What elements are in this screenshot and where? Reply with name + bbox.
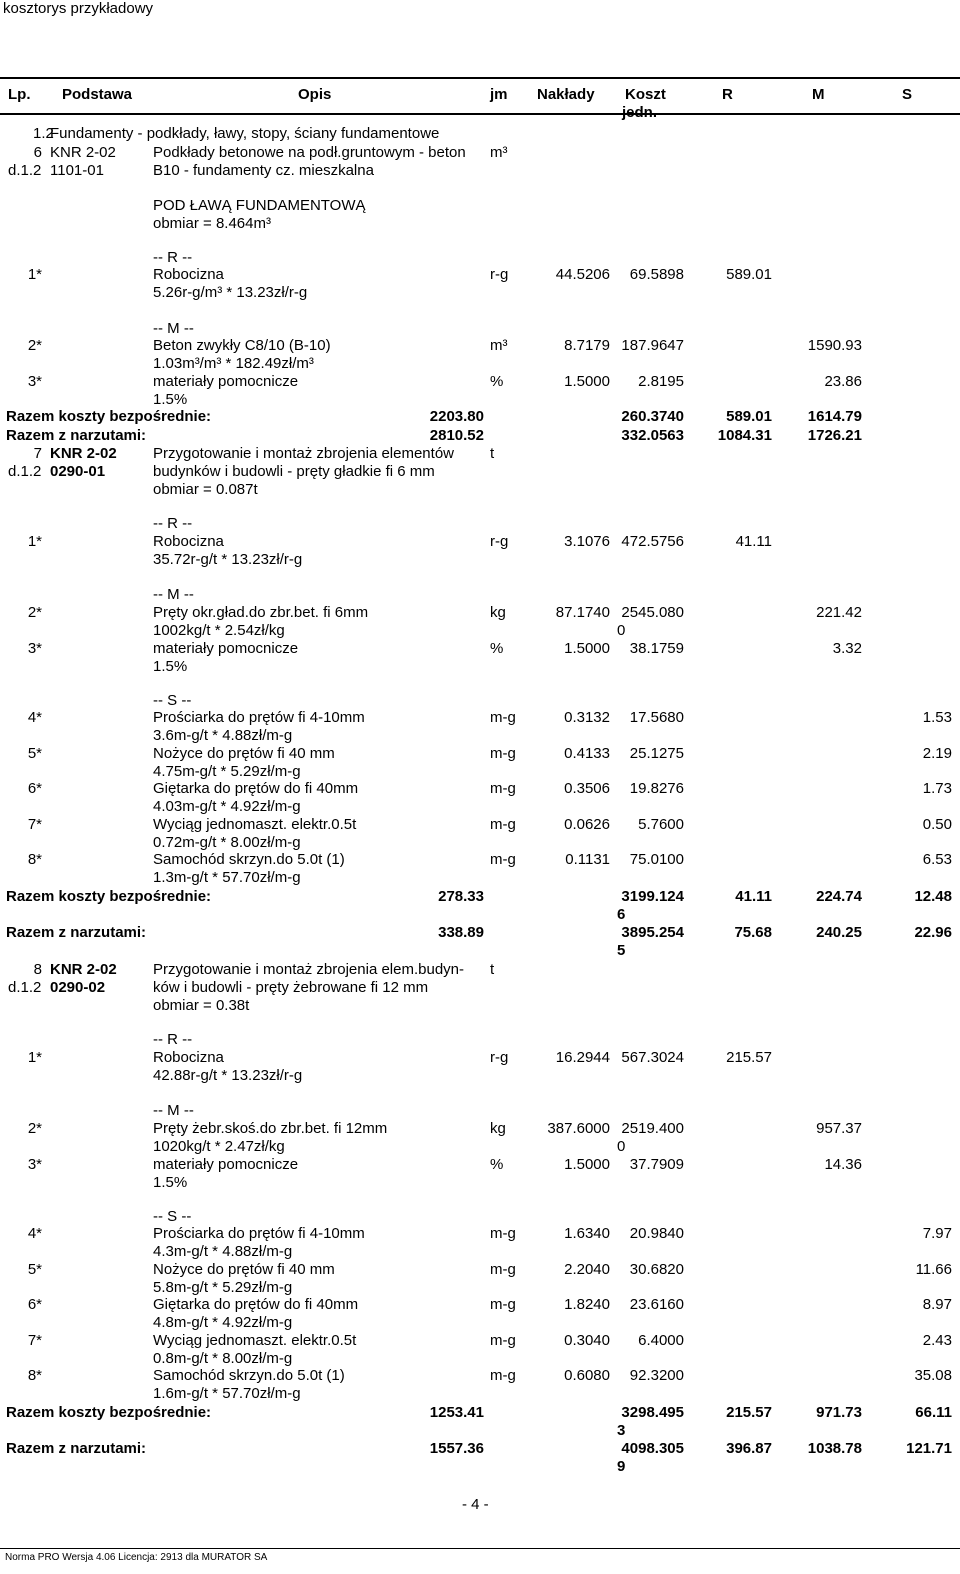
pos7-sum1-r: 41.11: [735, 888, 772, 905]
pos7-sum2-koszt-wrap: 5: [617, 942, 626, 959]
pos8-s-s: 11.66: [915, 1260, 952, 1278]
section-title: Fundamenty - podkłady, ławy, stopy, ściany fundamentowe: [50, 125, 440, 142]
pos7-s-s: 1.53: [922, 709, 952, 726]
pos6-m2-calc: 1.03m³/m³ * 182.49zł/m³: [153, 355, 314, 372]
pos8-podstawa-2: 0290-02: [50, 979, 106, 996]
pos7-podstawa-2: 0290-01: [50, 463, 106, 480]
col-header-koszt-jedn: jedn.: [622, 104, 658, 121]
pos6-r1-jm: r-g: [490, 266, 509, 283]
pos8-s-lp: 5*: [27, 1260, 42, 1278]
pos7-sum2-label: Razem z narzutami:: [6, 924, 147, 941]
pos7-sum1-s: 12.48: [914, 888, 952, 905]
pos8-r1-naklady: 16.2944: [555, 1049, 610, 1066]
pos7-sum2-m: 240.25: [816, 924, 862, 941]
pos7-sum1-total: 278.33: [438, 888, 484, 905]
pos7-r-head: -- R --: [153, 515, 193, 532]
pos8-s-s: 2.43: [922, 1331, 952, 1349]
col-header-opis: Opis: [298, 86, 332, 103]
pos7-s-naklady: 0.0626: [564, 815, 610, 833]
pos6-sum1-koszt: 260.3740: [621, 408, 684, 425]
pos7-r1-jm: r-g: [490, 533, 509, 550]
pos8-m-head: -- M --: [153, 1102, 194, 1119]
pos8-m3-calc: 1.5%: [153, 1174, 188, 1191]
pos7-s-lp: 8*: [27, 851, 42, 868]
pos8-s-name: Samochód skrzyn.do 5.0t (1): [153, 1367, 345, 1384]
pos6-sum1-r: 589.01: [726, 408, 772, 425]
pos8-r1-koszt: 567.3024: [621, 1049, 684, 1066]
pos7-s-naklady: 0.1131: [565, 851, 610, 868]
pos6-m2-jm: m³: [490, 337, 508, 354]
pos8-s-koszt: 92.3200: [629, 1367, 684, 1384]
pos7-s-calc: 4.03m-g/t * 4.92zł/m-g: [153, 798, 301, 815]
pos6-sum2-r: 1084.31: [717, 427, 772, 444]
pos7-s-calc: 3.6m-g/t * 4.88zł/m-g: [153, 727, 293, 744]
pos8-sum2-koszt-wrap: 9: [617, 1458, 626, 1475]
document-title: kosztorys przykładowy: [3, 0, 154, 17]
pos8-obmiar: obmiar = 0.38t: [153, 997, 250, 1014]
pos8-s-naklady: 1.6340: [564, 1225, 610, 1242]
pos8-sum1-m: 971.73: [816, 1404, 862, 1421]
pos8-m3-naklady: 1.5000: [564, 1156, 610, 1173]
pos8-m2-calc: 1020kg/t * 2.47zł/kg: [153, 1138, 285, 1155]
pos6-note: POD ŁAWĄ FUNDAMENTOWĄ: [153, 197, 366, 214]
pos6-sum2-m: 1726.21: [807, 427, 862, 444]
pos8-m3-lp: 3*: [27, 1156, 42, 1173]
pos7-s-jm: m-g: [490, 780, 516, 797]
pos8-sum2-s: 121.71: [906, 1440, 952, 1457]
pos6-r1-calc: 5.26r-g/m³ * 13.23zł/r-g: [153, 284, 308, 301]
pos8-sum1-koszt: 3298.495: [621, 1404, 684, 1421]
pos7-s-name: Nożyce do prętów fi 40 mm: [153, 744, 335, 762]
pos7-s-naklady: 0.3506: [564, 780, 610, 797]
pos8-s-naklady: 2.2040: [564, 1260, 610, 1278]
pos8-sum2-label: Razem z narzutami:: [6, 1440, 147, 1457]
col-header-r: R: [722, 86, 733, 103]
pos8-s-lp: 6*: [27, 1296, 42, 1313]
pos7-s-lp: 7*: [27, 815, 42, 833]
pos8-s-s: 35.08: [914, 1367, 952, 1384]
pos6-r1-r: 589.01: [726, 266, 772, 283]
pos7-sum2-r: 75.68: [734, 924, 772, 941]
pos7-m2-m: 221.42: [816, 604, 862, 621]
pos8-s-name: Prościarka do prętów fi 4-10mm: [153, 1225, 365, 1242]
page-number: - 4 -: [462, 1496, 489, 1513]
pos8-sum1-r: 215.57: [726, 1404, 772, 1421]
pos7-s-jm: m-g: [490, 851, 516, 868]
pos7-r1-koszt: 472.5756: [621, 533, 684, 550]
pos8-lp: 8: [33, 961, 42, 978]
pos7-m2-koszt-wrap: 0: [617, 622, 626, 639]
pos8-r-head: -- R --: [153, 1031, 193, 1048]
pos8-sum1-label: Razem koszty bezpośrednie:: [6, 1404, 212, 1421]
pos8-m2-koszt-wrap: 0: [617, 1138, 626, 1155]
pos7-s-s: 0.50: [922, 815, 952, 833]
pos8-m2-m: 957.37: [816, 1120, 862, 1137]
pos7-s-s: 2.19: [922, 744, 952, 762]
pos8-m2-lp: 2*: [27, 1120, 42, 1137]
pos7-m3-calc: 1.5%: [153, 658, 188, 675]
pos8-s-lp: 4*: [27, 1225, 42, 1242]
col-header-jm: jm: [490, 86, 508, 103]
pos7-m2-naklady: 87.1740: [555, 604, 610, 621]
pos8-r1-jm: r-g: [490, 1049, 509, 1066]
pos7-s-naklady: 0.4133: [564, 744, 610, 762]
pos6-sum1-m: 1614.79: [807, 408, 862, 425]
pos6-m2-naklady: 8.7179: [564, 337, 610, 354]
pos6-m2-m: 1590.93: [807, 337, 862, 354]
pos6-m3-jm: %: [490, 373, 504, 390]
pos7-m3-koszt: 38.1759: [629, 640, 684, 657]
pos6-m3-lp: 3*: [27, 373, 42, 390]
pos8-sum2-m: 1038.78: [807, 1440, 862, 1457]
pos8-s-naklady: 0.3040: [564, 1331, 610, 1349]
pos6-m2-koszt: 187.9647: [621, 337, 684, 354]
pos6-r1-lp: 1*: [27, 266, 42, 283]
pos7-sum1-label: Razem koszty bezpośrednie:: [6, 888, 212, 905]
col-header-koszt: Koszt: [625, 86, 666, 103]
pos7-sum2-koszt: 3895.254: [621, 924, 684, 941]
pos6-m3-calc: 1.5%: [153, 391, 188, 408]
pos7-s-name: Wyciąg jednomaszt. elektr.0.5t: [153, 815, 357, 833]
col-header-naklady: Nakłady: [537, 86, 595, 103]
pos8-s-koszt: 20.9840: [629, 1225, 684, 1242]
pos6-obmiar: obmiar = 8.464m³: [153, 215, 271, 232]
col-header-podstawa: Podstawa: [62, 86, 133, 103]
pos8-r1-r: 215.57: [726, 1049, 772, 1066]
pos8-s-lp: 8*: [27, 1367, 42, 1384]
pos6-sum1-total: 2203.80: [429, 408, 484, 425]
pos6-sum1-label: Razem koszty bezpośrednie:: [6, 408, 212, 425]
pos6-sum2-total: 2810.52: [429, 427, 484, 444]
pos8-s-calc: 1.6m-g/t * 57.70zł/m-g: [153, 1385, 301, 1402]
pos7-s-jm: m-g: [490, 815, 516, 833]
pos7-sum1-m: 224.74: [816, 888, 862, 905]
pos7-s-koszt: 75.0100: [629, 851, 684, 868]
pos8-sum2-total: 1557.36: [429, 1440, 484, 1457]
pos7-m2-jm: kg: [490, 604, 506, 621]
col-header-s: S: [902, 86, 913, 103]
pos6-lp: 6: [33, 144, 42, 161]
pos8-s-lp: 7*: [27, 1331, 42, 1349]
pos8-s-jm: m-g: [490, 1367, 516, 1384]
pos7-m-head: -- M --: [153, 586, 194, 603]
pos8-s-naklady: 1.8240: [564, 1296, 610, 1313]
pos8-s-koszt: 30.6820: [629, 1260, 684, 1278]
pos7-s-jm: m-g: [490, 709, 516, 726]
pos8-s-calc: 0.8m-g/t * 8.00zł/m-g: [153, 1349, 293, 1367]
pos6-m3-m: 23.86: [824, 373, 862, 390]
pos8-s-name: Wyciąg jednomaszt. elektr.0.5t: [153, 1331, 357, 1349]
pos6-m3-koszt: 2.8195: [638, 373, 684, 390]
pos7-r1-name: Robocizna: [153, 533, 224, 550]
pos7-s-calc: 4.75m-g/t * 5.29zł/m-g: [153, 762, 301, 780]
pos7-r1-r: 41.11: [735, 533, 772, 550]
pos7-s-lp: 5*: [27, 744, 42, 762]
pos7-m2-calc: 1002kg/t * 2.54zł/kg: [153, 622, 285, 639]
pos7-s-naklady: 0.3132: [564, 709, 610, 726]
pos8-r1-calc: 42.88r-g/t * 13.23zł/r-g: [153, 1067, 303, 1084]
pos8-sum2-koszt: 4098.305: [621, 1440, 684, 1457]
pos7-m3-naklady: 1.5000: [564, 640, 610, 657]
pos7-s-lp: 6*: [27, 780, 42, 797]
pos8-s-name: Nożyce do prętów fi 40 mm: [153, 1260, 335, 1278]
pos7-m2-name: Pręty okr.gład.do zbr.bet. fi 6mm: [153, 604, 369, 621]
pos6-lp-ref: d.1.2: [8, 162, 42, 179]
pos7-s-koszt: 17.5680: [629, 709, 684, 726]
pos8-m2-jm: kg: [490, 1120, 506, 1137]
pos8-s-jm: m-g: [490, 1225, 516, 1242]
pos7-r1-calc: 35.72r-g/t * 13.23zł/r-g: [153, 551, 303, 568]
pos8-s-jm: m-g: [490, 1296, 516, 1313]
pos7-m3-name: materiały pomocnicze: [153, 640, 299, 657]
pos8-s-name: Giętarka do prętów do fi 40mm: [153, 1296, 359, 1313]
pos8-r1-lp: 1*: [27, 1049, 42, 1066]
pos6-m2-name: Beton zwykły C8/10 (B-10): [153, 337, 331, 354]
pos7-podstawa: KNR 2-02: [50, 445, 117, 462]
pos8-sum2-r: 396.87: [726, 1440, 772, 1457]
pos7-sum2-total: 338.89: [438, 924, 484, 941]
pos7-s-name: Samochód skrzyn.do 5.0t (1): [153, 851, 345, 868]
pos7-opis-2: budynków i budowli - pręty gładkie fi 6 mm: [153, 463, 435, 480]
pos7-s-calc: 1.3m-g/t * 57.70zł/m-g: [153, 869, 301, 886]
pos7-lp-ref: d.1.2: [8, 463, 42, 480]
pos8-m3-name: materiały pomocnicze: [153, 1156, 299, 1173]
pos6-podstawa-2: 1101-01: [50, 162, 104, 179]
pos8-s-koszt: 23.6160: [629, 1296, 684, 1313]
col-header-m: M: [812, 86, 825, 103]
pos7-opis: Przygotowanie i montaż zbrojenia elementów: [153, 445, 454, 462]
pos8-m2-koszt: 2519.400: [621, 1120, 684, 1137]
pos7-s-lp: 4*: [27, 709, 42, 726]
pos7-s-s: 1.73: [922, 780, 952, 797]
pos6-m-head: -- M --: [153, 320, 194, 337]
footer-divider: [0, 1548, 960, 1549]
pos6-sum2-label: Razem z narzutami:: [6, 427, 147, 444]
pos6-m2-lp: 2*: [27, 337, 42, 354]
pos7-r1-naklady: 3.1076: [564, 533, 610, 550]
pos6-r1-koszt: 69.5898: [629, 266, 684, 283]
pos6-podstawa: KNR 2-02: [50, 144, 116, 161]
pos8-jm: t: [490, 961, 495, 978]
pos6-opis: Podkłady betonowe na podł.gruntowym - beton: [153, 144, 466, 161]
pos8-s-calc: 4.3m-g/t * 4.88zł/m-g: [153, 1243, 293, 1260]
pos8-sum1-s: 66.11: [915, 1404, 952, 1421]
pos8-s-naklady: 0.6080: [564, 1367, 610, 1384]
pos6-r1-naklady: 44.5206: [555, 266, 610, 283]
pos6-opis-2: B10 - fundamenty cz. mieszkalna: [153, 162, 374, 179]
pos8-podstawa: KNR 2-02: [50, 961, 117, 978]
pos8-s-calc: 4.8m-g/t * 4.92zł/m-g: [153, 1314, 293, 1331]
pos7-s-s: 6.53: [922, 851, 952, 868]
pos7-s-calc: 0.72m-g/t * 8.00zł/m-g: [153, 833, 301, 851]
pos8-s-koszt: 6.4000: [638, 1331, 684, 1349]
col-header-lp: Lp.: [8, 86, 31, 103]
pos7-r1-lp: 1*: [27, 533, 42, 550]
pos7-obmiar: obmiar = 0.087t: [153, 481, 258, 498]
pos7-s-koszt: 19.8276: [629, 780, 684, 797]
pos7-m3-m: 3.32: [832, 640, 862, 657]
pos7-m3-lp: 3*: [27, 640, 42, 657]
pos7-sum2-s: 22.96: [914, 924, 952, 941]
pos6-m3-naklady: 1.5000: [564, 373, 610, 390]
pos8-m2-naklady: 387.6000: [547, 1120, 610, 1137]
pos6-m3-name: materiały pomocnicze: [153, 373, 299, 390]
pos8-s-s: 7.97: [922, 1225, 952, 1242]
pos7-m2-koszt: 2545.080: [621, 604, 684, 621]
pos7-m2-lp: 2*: [27, 604, 42, 621]
pos8-r1-name: Robocizna: [153, 1049, 224, 1066]
pos6-r1-name: Robocizna: [153, 266, 224, 283]
pos8-s-head: -- S --: [153, 1208, 192, 1225]
pos8-m3-koszt: 37.7909: [629, 1156, 684, 1173]
pos7-s-name: Prościarka do prętów fi 4-10mm: [153, 709, 365, 726]
pos8-sum1-koszt-wrap: 3: [617, 1422, 626, 1439]
pos8-m3-jm: %: [490, 1156, 504, 1173]
pos7-jm: t: [490, 445, 495, 462]
pos7-m3-jm: %: [490, 640, 504, 657]
pos7-s-jm: m-g: [490, 744, 516, 762]
pos7-s-head: -- S --: [153, 692, 192, 709]
pos8-s-s: 8.97: [922, 1296, 952, 1313]
pos8-lp-ref: d.1.2: [8, 979, 42, 996]
pos8-s-calc: 5.8m-g/t * 5.29zł/m-g: [153, 1278, 293, 1296]
pos6-r-head: -- R --: [153, 249, 193, 266]
section-number: 1.2: [33, 125, 54, 142]
pos8-opis: Przygotowanie i montaż zbrojenia elem.budyn-: [153, 961, 464, 978]
pos8-sum1-total: 1253.41: [429, 1404, 484, 1421]
pos8-m2-name: Pręty żebr.skoś.do zbr.bet. fi 12mm: [153, 1120, 388, 1137]
pos7-s-koszt: 25.1275: [629, 744, 684, 762]
pos8-s-jm: m-g: [490, 1260, 516, 1278]
pos6-jm: m³: [490, 144, 508, 161]
pos8-opis-2: ków i budowli - pręty żebrowane fi 12 mm: [153, 979, 429, 996]
pos7-s-name: Giętarka do prętów do fi 40mm: [153, 780, 359, 797]
pos7-sum1-koszt-wrap: 6: [617, 906, 626, 923]
pos8-s-jm: m-g: [490, 1331, 516, 1349]
pos7-s-koszt: 5.7600: [638, 815, 684, 833]
pos8-m3-m: 14.36: [824, 1156, 862, 1173]
pos7-sum1-koszt: 3199.124: [621, 888, 684, 905]
pos6-sum2-koszt: 332.0563: [621, 427, 684, 444]
footer-text: Norma PRO Wersja 4.06 Licencja: 2913 dla MURATOR SA: [5, 1552, 268, 1563]
pos7-lp: 7: [33, 445, 42, 462]
